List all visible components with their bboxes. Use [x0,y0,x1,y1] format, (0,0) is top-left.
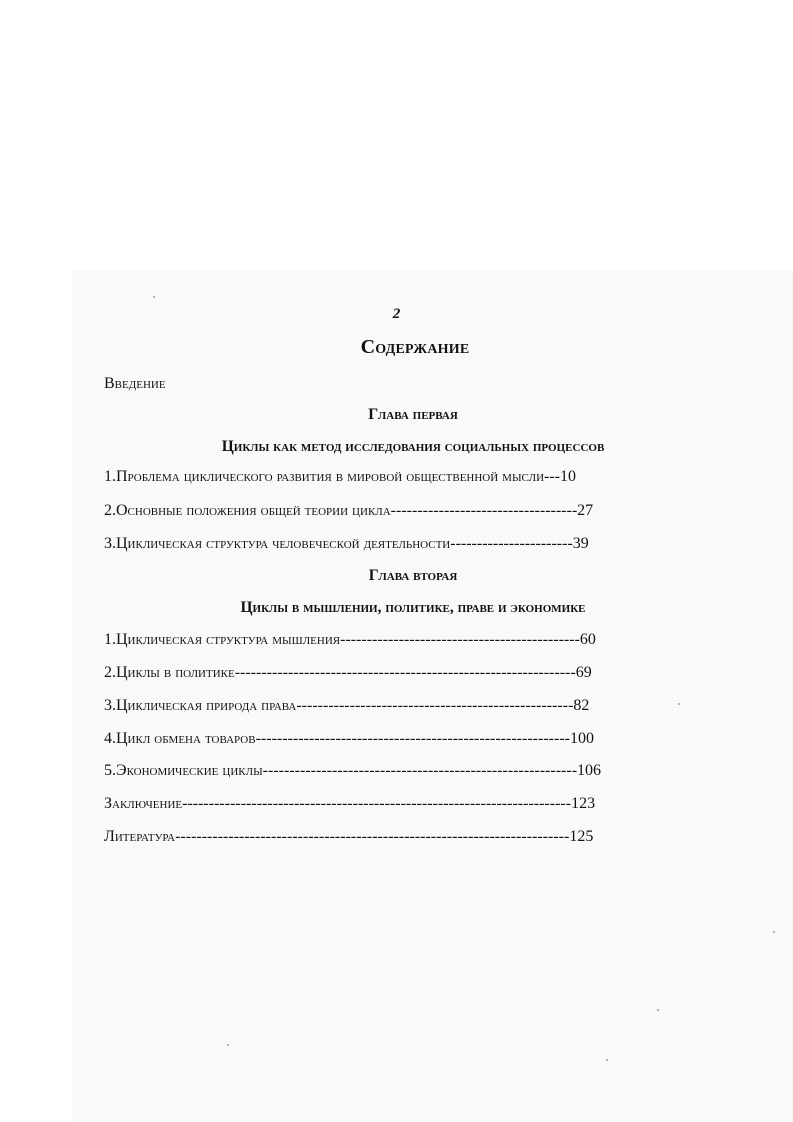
toc-entry: 1.Циклическая структура мышления---------------------------------------------60 [104,631,596,648]
scan-speck [227,1044,229,1046]
scan-speck [657,1009,659,1011]
scan-speck [678,703,680,705]
chapter-2-title: Циклы в мышлении, политике, праве и экономике [240,599,586,616]
toc-entry: 5.Экономические циклы-----------------------------------------------------------106 [104,762,602,779]
toc-entry: 2.Основные положения общей теории цикла-----------------------------------27 [104,502,594,519]
scanned-page-area [72,270,793,1122]
scan-speck [773,931,775,933]
toc-intro: Введение [104,375,166,392]
chapter-1-label: Глава первая [368,406,458,423]
toc-entry: 4.Цикл обмена товаров-----------------------------------------------------------100 [104,730,594,747]
toc-conclusion: Заключение-------------------------------------------------------------------------123 [104,795,596,812]
page-title: Содержание [360,336,470,358]
scan-speck [606,1059,608,1061]
toc-entry: 3.Циклическая структура человеческой деятельности-----------------------39 [104,535,589,552]
toc-entry: 2.Циклы в политике----------------------------------------------------------------69 [104,664,592,681]
toc-entry: 1.Проблема циклического развития в мировой общественной мысли---10 [104,468,577,485]
chapter-1-title: Циклы как метод исследования социальных процессов [221,438,605,455]
page-number: 2 [392,306,401,322]
toc-bibliography: Литература--------------------------------------------------------------------------125 [104,828,594,845]
toc-entry: 3.Циклическая природа права----------------------------------------------------82 [104,697,590,714]
chapter-2-label: Глава вторая [368,567,458,584]
scan-speck [153,296,155,298]
